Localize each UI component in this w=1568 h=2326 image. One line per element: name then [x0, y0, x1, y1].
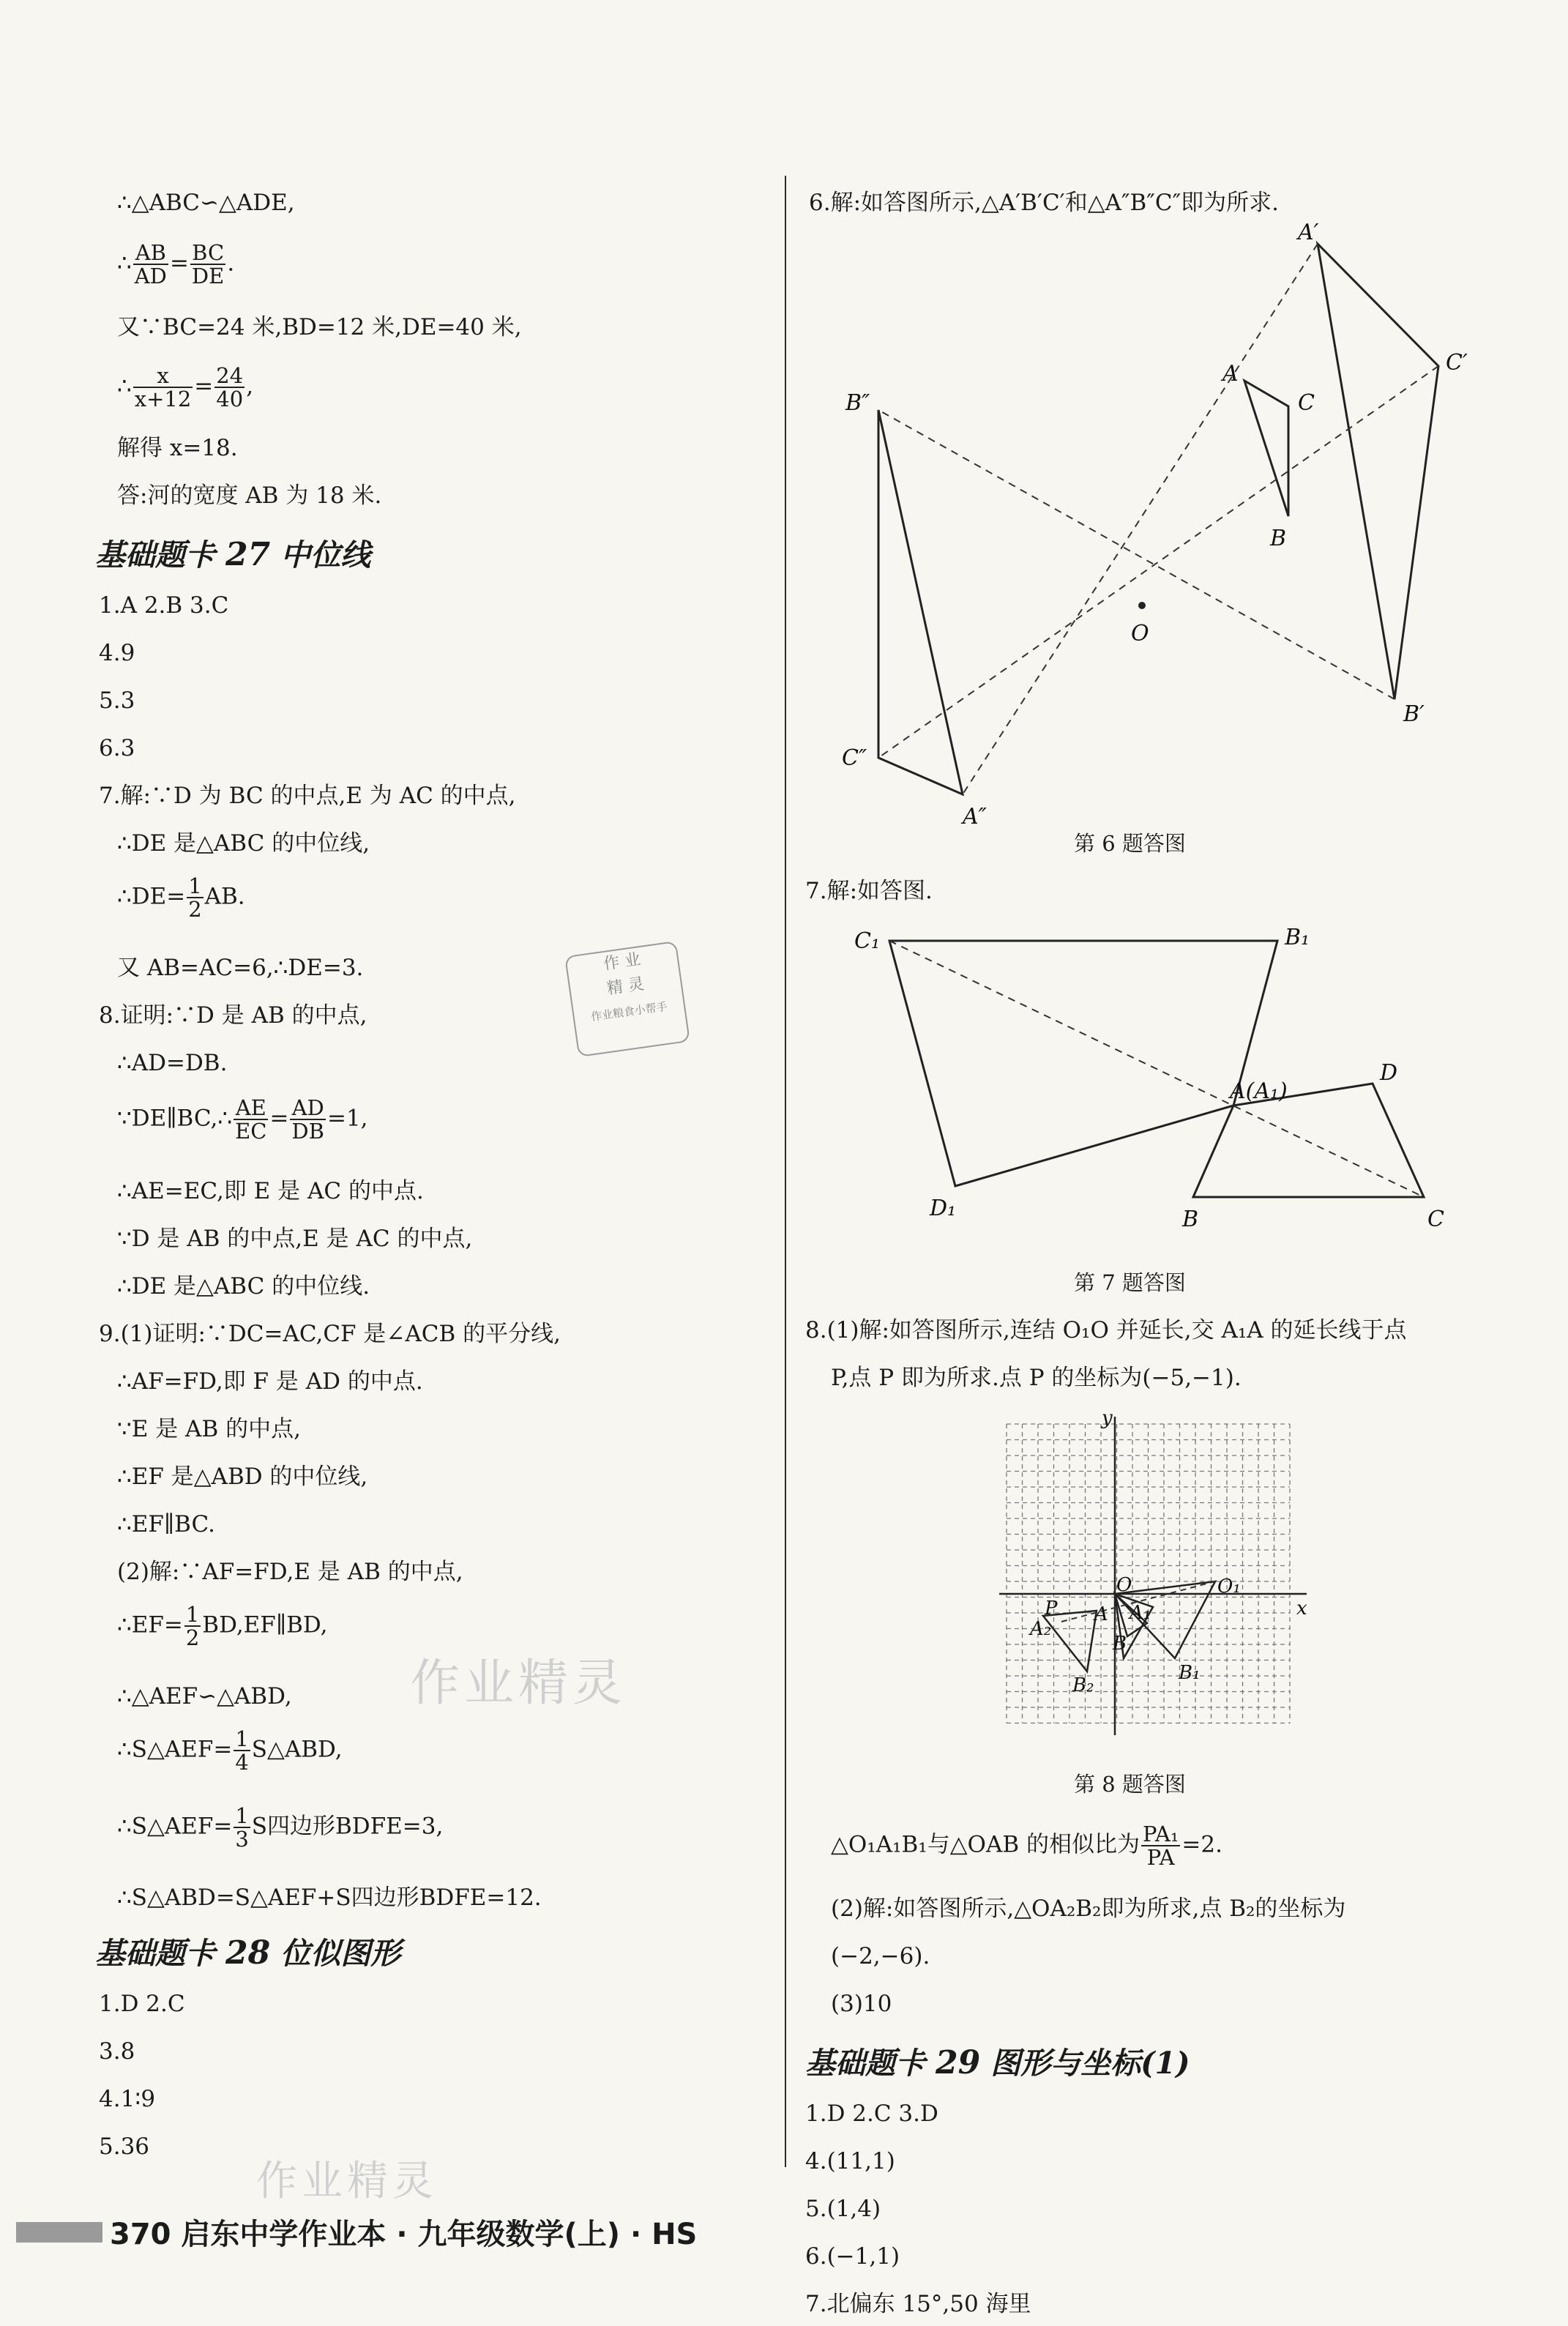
text-line: 解得 x=18.: [117, 435, 238, 461]
text-line: ∴DE 是△ABC 的中位线.: [117, 1273, 370, 1300]
svg-text:C″: C″: [842, 745, 867, 771]
watermark: 作业精灵: [256, 2158, 438, 2205]
answer-line: 1.A 2.B 3.C: [99, 592, 229, 619]
answer-line: 5.3: [99, 687, 135, 714]
figure-caption: 第 8 题答图: [1074, 1772, 1186, 1797]
svg-text:B′: B′: [1403, 701, 1425, 727]
answer-line: 1.D 2.C: [99, 1991, 185, 2017]
answer-line: 1.D 2.C 3.D: [805, 2101, 938, 2127]
svg-text:D: D: [1380, 1060, 1398, 1086]
text-line: 8.(1)解:如答图所示,连结 O₁O 并延长,交 A₁A 的延长线于点: [805, 1317, 1407, 1343]
footer-bar: [16, 2222, 102, 2243]
text-line: 7.解:如答图.: [805, 878, 933, 904]
svg-text:O₁: O₁: [1217, 1576, 1241, 1598]
watermark: 作业精灵: [410, 1655, 627, 1712]
figure-caption: 第 6 题答图: [1074, 831, 1186, 856]
text-line: ∴AF=FD,即 F 是 AD 的中点.: [117, 1368, 423, 1395]
text-line: 6.解:如答图所示,△A′B′C′和△A″B″C″即为所求.: [809, 190, 1280, 216]
answer-line: 8.证明:∵D 是 AB 的中点,: [99, 1002, 367, 1029]
text-line: ∴S△ABD=S△AEF+S四边形BDFE=12.: [117, 1885, 542, 1911]
text-line: P,点 P 即为所求.点 P 的坐标为(−5,−1).: [831, 1365, 1242, 1391]
answer-line: 7.解:∵D 为 BC 的中点,E 为 AC 的中点,: [99, 783, 516, 809]
figure-caption: 第 7 题答图: [1074, 1270, 1186, 1295]
svg-text:B: B: [1182, 1207, 1199, 1232]
svg-text:x: x: [1296, 1598, 1307, 1619]
svg-text:P: P: [1045, 1598, 1058, 1619]
answer-line: 4.(11,1): [805, 2148, 895, 2174]
answer-line: 7.北偏东 15°,50 海里: [805, 2291, 1031, 2317]
text-line: ∴EF= $\frac{1}{2}$ BD,EF∥BD,: [117, 1602, 328, 1650]
svg-text:O: O: [1131, 621, 1149, 646]
svg-text:A₁: A₁: [1130, 1602, 1151, 1624]
answer-line: 5.36: [99, 2133, 150, 2160]
text-line: (3)10: [831, 1991, 892, 2017]
text-line: ∴ $\frac{x}{x+12}$ = $\frac{24}{40}$ ,: [117, 363, 254, 411]
figure-7: [809, 915, 1490, 1230]
svg-text:D₁: D₁: [930, 1196, 957, 1221]
text-line: △O₁A₁B₁与△OAB 的相似比为 $\frac{\text{PA₁}}{PA}$ =2.: [831, 1822, 1222, 1870]
text-line: ∴EF 是△ABD 的中位线,: [117, 1464, 368, 1490]
svg-text:A₂: A₂: [1030, 1618, 1052, 1640]
svg-text:A: A: [1222, 361, 1239, 387]
text-line: ∴EF∥BC.: [117, 1511, 216, 1537]
section-heading-29: 基础题卡 29 图形与坐标(1): [805, 2044, 1190, 2081]
answer-line: 5.(1,4): [805, 2196, 881, 2222]
answer-line: 4.1∶9: [99, 2086, 156, 2112]
text-line: (2)解:如答图所示,△OA₂B₂即为所求,点 B₂的坐标为: [831, 1896, 1346, 1922]
svg-text:A′: A′: [1298, 220, 1319, 245]
svg-text:B₁: B₁: [1179, 1662, 1201, 1684]
text-line: ∴S△AEF= $\frac{1}{3}$ S四边形BDFE=3,: [117, 1803, 444, 1852]
text-line: ∴DE= $\frac{1}{2}$ AB.: [117, 873, 245, 922]
figure-8-grid: [992, 1402, 1314, 1739]
svg-text:y: y: [1102, 1407, 1113, 1429]
section-heading-27: 基础题卡 27 中位线: [95, 536, 371, 573]
text-line: 又∵BC=24 米,BD=12 米,DE=40 米,: [117, 314, 522, 340]
svg-text:C: C: [1298, 390, 1315, 416]
answer-line: 6.(−1,1): [805, 2243, 900, 2270]
text-line: ∴AE=EC,即 E 是 AC 的中点.: [117, 1178, 424, 1204]
answer-line: 4.9: [99, 640, 135, 666]
svg-text:C: C: [1427, 1207, 1444, 1232]
text-line: (−2,−6).: [831, 1943, 930, 1969]
column-divider: [785, 176, 786, 2167]
text-line: 答:河的宽度 AB 为 18 米.: [117, 482, 382, 509]
text-line: ∴DE 是△ABC 的中位线,: [117, 830, 370, 857]
svg-text:A: A: [1094, 1603, 1108, 1625]
section-heading-28: 基础题卡 28 位似图形: [95, 1934, 401, 1972]
answer-line: 3.8: [99, 2038, 135, 2065]
text-line: ∴△AEF∽△ABD,: [117, 1683, 292, 1710]
svg-text:C′: C′: [1446, 350, 1468, 376]
text-line: ∵DE∥BC,∴ $\frac{AE}{EC}$ = $\frac{AD}{DB}$ =1,: [117, 1095, 368, 1144]
page-footer: 370 启东中学作业本 · 九年级数学(上) · HS: [110, 2218, 698, 2251]
svg-text:B: B: [1113, 1633, 1127, 1655]
answer-line: 6.3: [99, 735, 135, 761]
svg-text:A″: A″: [963, 804, 987, 830]
svg-text:B″: B″: [845, 390, 870, 416]
svg-text:C₁: C₁: [854, 928, 880, 954]
figure-6: [809, 220, 1490, 830]
svg-text:B₁: B₁: [1285, 925, 1310, 950]
text-line: ∵E 是 AB 的中点,: [117, 1416, 301, 1442]
text-line: ∵D 是 AB 的中点,E 是 AC 的中点,: [117, 1226, 473, 1252]
stamp-logo: 作 业 精 灵 作业粮食小帮手: [564, 941, 690, 1057]
svg-text:B₂: B₂: [1072, 1674, 1094, 1696]
svg-text:O: O: [1116, 1574, 1132, 1596]
text-line: ∴ $\frac{AB}{AD}$ = $\frac{BC}{DE}$ .: [117, 240, 235, 288]
svg-text:A(A₁): A(A₁): [1230, 1078, 1288, 1104]
text-line: ∴AD=DB.: [117, 1050, 228, 1076]
text-line: ∴△ABC∽△ADE,: [117, 190, 295, 216]
svg-text:B: B: [1270, 526, 1287, 551]
answer-line: 9.(1)证明:∵DC=AC,CF 是∠ACB 的平分线,: [99, 1321, 561, 1347]
text-line: ∴S△AEF= $\frac{1}{4}$ S△ABD,: [117, 1726, 343, 1775]
text-line: (2)解:∵AF=FD,E 是 AB 的中点,: [117, 1559, 463, 1585]
text-line: 又 AB=AC=6,∴DE=3.: [117, 955, 364, 981]
